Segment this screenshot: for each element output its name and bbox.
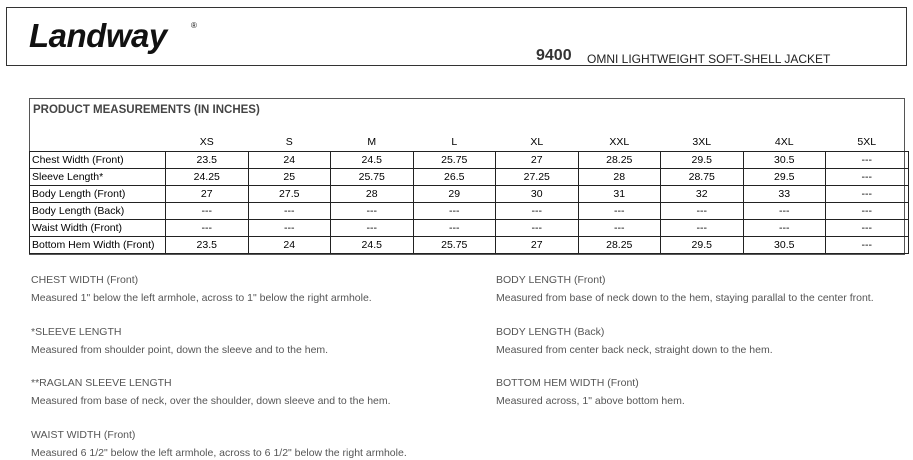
table-row [30,185,909,202]
measurement-cell: 29 [413,185,496,202]
row-label: Chest Width (Front) [30,151,166,168]
definition-bottom-hem-width [496,377,685,407]
measurement-cell: 27 [496,151,579,168]
measurement-cell: 24.5 [331,236,414,253]
registered-mark: ® [191,21,197,30]
table-row [30,219,909,236]
measurement-cell: 24 [248,151,331,168]
measurement-cell: 29.5 [661,236,744,253]
measurement-cell: 25.75 [331,168,414,185]
definition-heading: WAIST WIDTH (Front) [31,429,136,441]
measurement-cell: --- [331,202,414,219]
size-header: 4XL [774,136,794,149]
measurement-cell: --- [743,202,826,219]
brand-logo: Landway [29,17,167,54]
definition-body: Measured from base of neck, over the shoulder, down sleeve and to the hem. [31,395,391,407]
measurement-cell: 29.5 [661,151,744,168]
document-header [6,7,907,66]
table-row [30,236,909,253]
measurement-cell: 29.5 [743,168,826,185]
measurement-cell: --- [496,202,579,219]
measurement-cell: 24.5 [331,151,414,168]
definition-body: Measured from shoulder point, down the sleeve and to the hem. [31,344,329,356]
measurement-cell: --- [826,202,909,219]
measurement-cell: --- [826,168,909,185]
definition-heading: CHEST WIDTH (Front) [31,274,139,286]
measurements-title: PRODUCT MEASUREMENTS (IN INCHES) [33,104,260,116]
definition-sleeve-length [31,326,328,356]
measurement-cell: 30.5 [743,151,826,168]
table-row [30,151,909,168]
style-number: 9400 [536,47,572,64]
measurement-cell: --- [248,202,331,219]
measurement-cell: 23.5 [166,151,249,168]
definition-heading: BODY LENGTH (Back) [496,326,605,338]
table-row [30,168,909,185]
size-header: XS [199,136,214,149]
definition-raglan-sleeve-length [31,377,391,407]
size-header: 3XL [692,136,712,149]
measurement-cell: 32 [661,185,744,202]
measurement-cell: --- [826,185,909,202]
measurement-cell: 33 [743,185,826,202]
measurement-cell: 28.25 [578,236,661,253]
measurement-cell: --- [578,202,661,219]
row-label: Sleeve Length* [30,168,166,185]
measurement-cell: 28.75 [661,168,744,185]
measurement-cell: --- [661,219,744,236]
measurement-cell: 27.25 [496,168,579,185]
definition-body: Measured 6 1/2" below the left armhole, across to 6 1/2" below the right armhole. [31,447,407,459]
measurement-cell: 25.75 [413,236,496,253]
definition-chest-width [31,274,372,304]
measurement-cell: --- [413,219,496,236]
measurement-cell: --- [826,236,909,253]
size-header: S [285,136,293,149]
measurement-cell: 28 [578,168,661,185]
size-header: L [451,136,458,149]
measurement-cell: 25.75 [413,151,496,168]
header-corner [30,134,166,151]
definition-body-length-front [496,274,874,304]
size-header: XXL [609,136,630,149]
size-header: XL [530,136,544,149]
measurement-cell: 28.25 [578,151,661,168]
measurement-cell: 27 [166,185,249,202]
definition-body: Measured from base of neck down to the hem, staying parallal to the center front. [496,292,874,304]
measurement-cell: --- [166,219,249,236]
size-chart-table [29,134,909,254]
row-label: Body Length (Front) [30,185,166,202]
measurement-cell: --- [661,202,744,219]
measurement-cell: --- [331,219,414,236]
definition-body-length-back [496,326,773,356]
size-header-row [30,134,909,151]
style-name: OMNI LIGHTWEIGHT SOFT-SHELL JACKET [587,52,831,66]
measurement-cell: 23.5 [166,236,249,253]
measurement-cell: --- [578,219,661,236]
measurement-cell: --- [413,202,496,219]
row-label: Waist Width (Front) [30,219,166,236]
measurement-cell: --- [248,219,331,236]
measurement-cell: --- [743,219,826,236]
measurement-cell: --- [166,202,249,219]
measurement-cell: 30 [496,185,579,202]
measurement-cell: 30.5 [743,236,826,253]
measurement-cell: 31 [578,185,661,202]
table-row [30,202,909,219]
size-header: M [367,136,377,149]
definition-heading: **RAGLAN SLEEVE LENGTH [31,377,172,389]
measurement-cell: 27 [496,236,579,253]
definition-heading: BOTTOM HEM WIDTH (Front) [496,377,639,389]
measurement-cell: 24 [248,236,331,253]
definition-heading: *SLEEVE LENGTH [31,326,122,338]
measurement-cell: --- [496,219,579,236]
measurement-cell: 24.25 [166,168,249,185]
measurement-cell: 25 [248,168,331,185]
definition-body: Measured from center back neck, straight down to the hem. [496,344,773,356]
measurement-cell: --- [826,219,909,236]
measurement-cell: 27.5 [248,185,331,202]
definition-waist-width [31,429,407,459]
size-header: 5XL [857,136,877,149]
row-label: Body Length (Back) [30,202,166,219]
definition-body: Measured 1" below the left armhole, across to 1" below the right armhole. [31,292,372,304]
measurement-cell: --- [826,151,909,168]
definition-body: Measured across, 1" above bottom hem. [496,395,685,407]
measurement-cell: 26.5 [413,168,496,185]
measurement-cell: 28 [331,185,414,202]
definition-heading: BODY LENGTH (Front) [496,274,606,286]
row-label: Bottom Hem Width (Front) [30,236,166,253]
